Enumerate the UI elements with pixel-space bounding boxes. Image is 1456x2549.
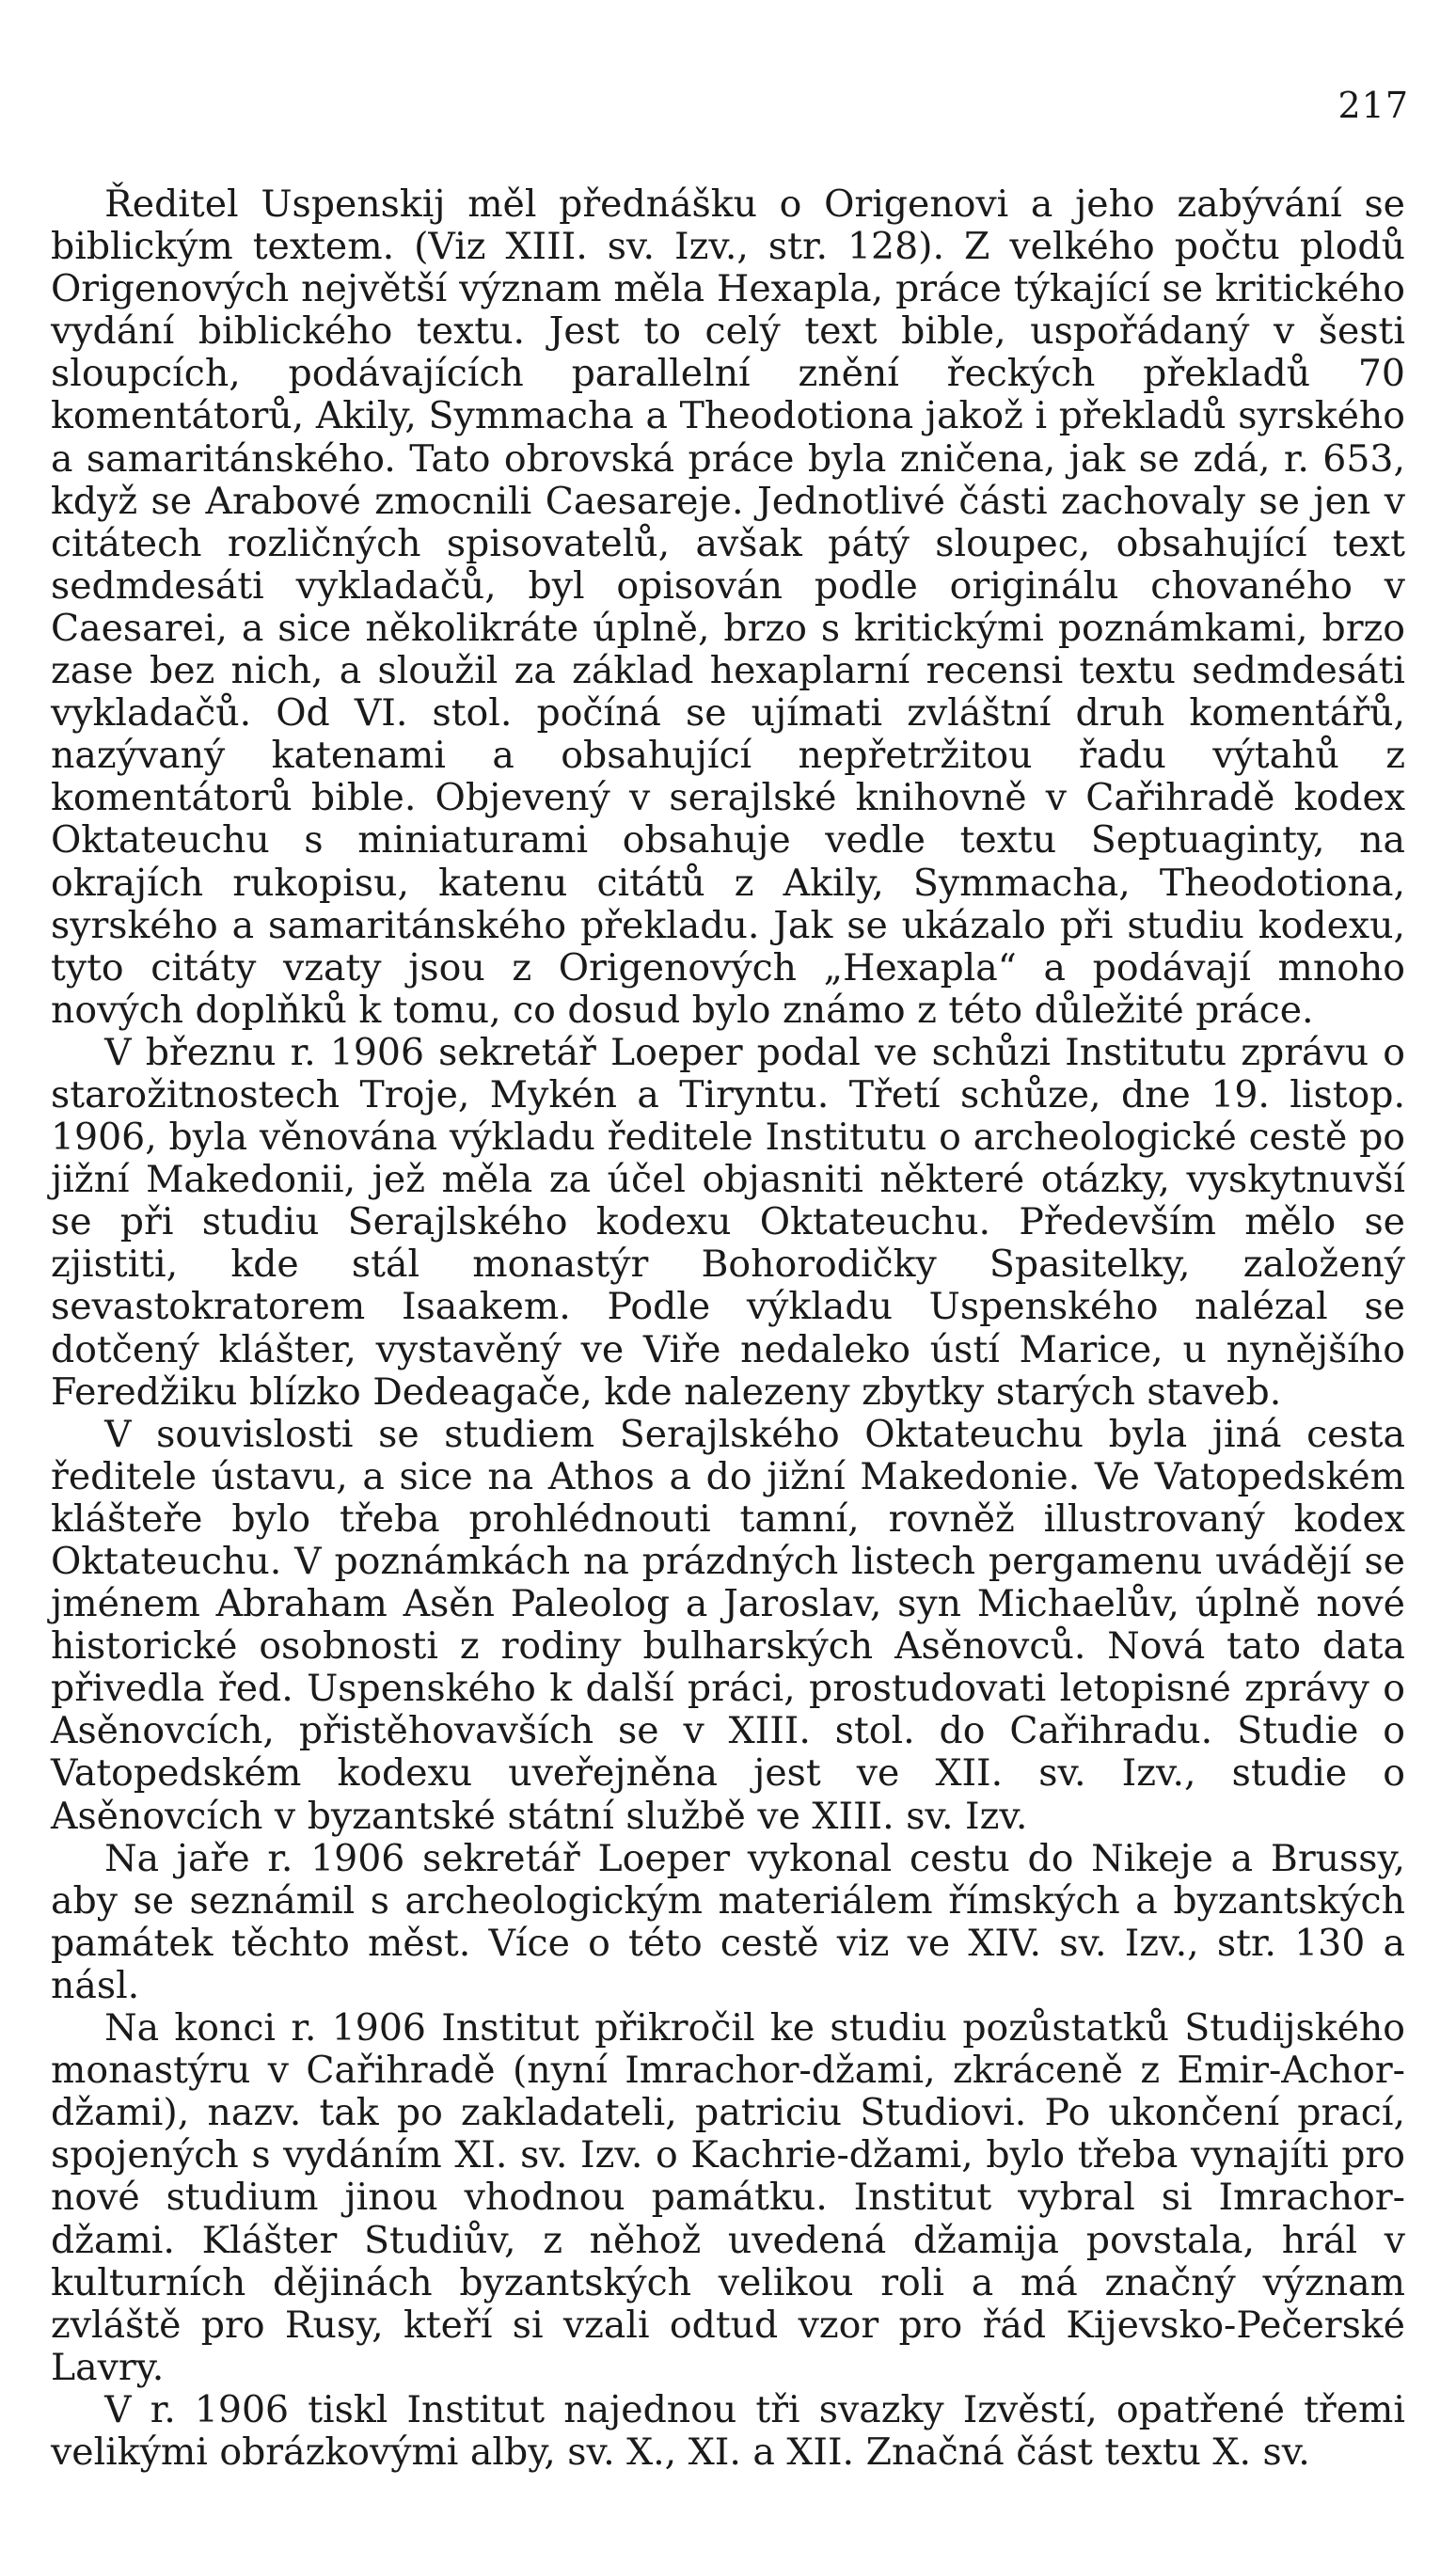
page-number: 217: [1337, 85, 1409, 126]
paragraph: Ředitel Uspenskij měl přednášku o Origenovi a jeho zabývání se biblickým textem. (Viz XIII. sv. Izv., str. 128). Z velkého počtu plodů Origenových největší význam měla Hexapla, práce týkající se kritického vydání biblického textu. Jest to celý text bible, uspořádaný v šesti sloupcích, podávajících parallelní znění řeckých překladů 70 komentátorů, Akily, Symmacha a Theodotiona jakož i překladů syrského a samaritánského. Tato obrovská práce byla zničena, jak se zdá, r. 653, když se Arabové zmocnili Caesareje. Jednotlivé části zachovaly se jen v citátech rozličných spisovatelů, avšak pátý sloupec, obsahující text sedmdesáti vykladačů, byl opisován podle originálu chovaného v Caesarei, a sice několikráte úplně, brzo s kritickými poznámkami, brzo zase bez nich, a sloužil za základ hexaplarní recensi textu sedmdesáti vykladačů. Od VI. stol. počíná se ujímati zvláštní druh komentářů, nazývaný katenami a obsahující nepřetržitou řadu výtahů z komentátorů bible. Objevený v serajlské knihovně v Cařihradě kodex Oktateuchu s miniaturami obsahuje vedle textu Septuaginty, na okrajích rukopisu, katenu citátů z Akily, Symmacha, Theodotiona, syrského a samaritánského překladu. Jak se ukázalo při studiu kodexu, tyto citáty vzaty jsou z Origenových „Hexapla“ a podávají mnoho nových doplňků k tomu, co dosud bylo známo z této důležité práce.: [51, 182, 1405, 1032]
paragraph: Na jaře r. 1906 sekretář Loeper vykonal cestu do Nikeje a Brussy, aby se seznámil s archeologickým materiálem římských a byzantských památek těchto měst. Více o této cestě viz ve XIV. sv. Izv., str. 130 a násl.: [51, 1836, 1405, 2007]
paragraph: V březnu r. 1906 sekretář Loeper podal ve schůzi Institutu zprávu o starožitnostech Troje, Mykén a Tiryntu. Třetí schůze, dne 19. listop. 1906, byla věnována výkladu ředitele Institutu o archeologické cestě po jižní Makedonii, jež měla za účel objasniti některé otázky, vyskytnuvší se při studiu Serajlského kodexu Oktateuchu. Především mělo se zjistiti, kde stál monastýr Bohorodičky Spasitelky, založený sevastokratorem Isaakem. Podle výkladu Uspenského nalézal se dotčený klášter, vystavěný ve Viře nedaleko ústí Marice, u nynějšího Feredžiku blízko Dedeagače, kde nalezeny zbytky starých staveb.: [51, 1030, 1405, 1414]
body-text: [51, 183, 1405, 2474]
paragraph: V r. 1906 tiskl Institut najednou tři svazky Izvěstí, opatřené třemi velikými obrázkovými alby, sv. X., XI. a XII. Značná část textu X. sv.: [51, 2387, 1405, 2474]
paragraph: V souvislosti se studiem Serajlského Oktateuchu byla jiná cesta ředitele ústavu, a sice na Athos a do jižní Makedonie. Ve Vatopedském klášteře bylo třeba prohlédnouti tamní, rovněž illustrovaný kodex Oktateuchu. V poznámkách na prázdných listech pergamenu uvádějí se jménem Abraham Asěn Paleolog a Jaroslav, syn Michaelův, úplně nové historické osobnosti z rodiny bulharských Asěnovců. Nová tato data přivedla řed. Uspenského k další práci, prostudovati letopisné zprávy o Asěnovcích, přistěhovavších se v XIII. stol. do Cařihradu. Studie o Vatopedském kodexu uveřejněna jest ve XII. sv. Izv., studie o Asěnovcích v byzantské státní službě ve XIII. sv. Izv.: [51, 1412, 1405, 1838]
paragraph: Na konci r. 1906 Institut přikročil ke studiu pozůstatků Studijského monastýru v Cařihradě (nyní Imrachor-džami, zkráceně z Emir-Achor-džami), nazv. tak po zakladateli, patriciu Studiovi. Po ukončení prací, spojených s vydáním XI. sv. Izv. o Kachrie-džami, bylo třeba vynajíti pro nové studium jinou vhodnou památku. Institut vybral si Imrachor-džami. Klášter Studiův, z něhož uvedená džamija povstala, hrál v kulturních dějinách byzantských velikou roli a má značný význam zvláště pro Rusy, kteří si vzali odtud vzor pro řád Kijevsko-Pečerské Lavry.: [51, 2006, 1405, 2389]
